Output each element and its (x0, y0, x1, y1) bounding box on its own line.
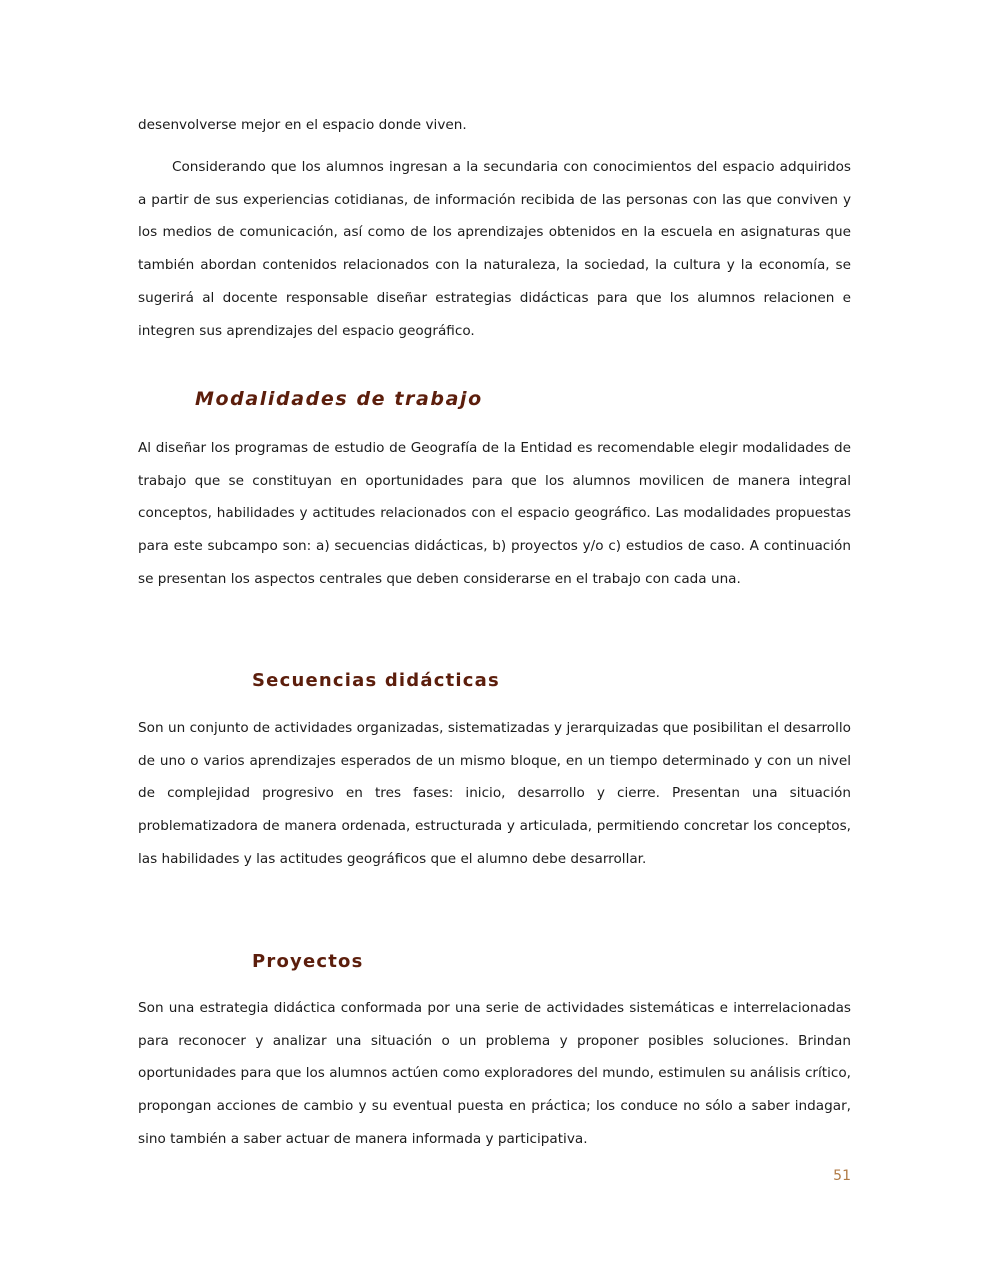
page-number: 51 (833, 1168, 851, 1184)
paragraph-modalidades: Al diseñar los programas de estudio de Geografía de la Entidad es recomendable elegir modalidades de trabajo que se constituyan en oportunidades para que los alumnos movilicen de manera integral conceptos, habilidades y actitudes relacionados con el espacio geográfico. Las modalidades propuestas para este subcampo son: a) secuencias didácticas, b) proyectos y/o c) estudios de caso. A continuación se presentan los aspectos centrales que deben considerarse en el trabajo con cada una. (138, 440, 851, 587)
paragraph-secuencias: Son un conjunto de actividades organizadas, sistematizadas y jerarquizadas que posibilitan el desarrollo de uno o varios aprendizajes esperados de un mismo bloque, en un tiempo determinado y con un nivel de complejidad progresivo en tres fases: inicio, desarrollo y cierre. Presentan una situación problematizadora de manera ordenada, estructurada y articulada, permitiendo concretar los conceptos, las habilidades y las actitudes geográficos que el alumno debe desarrollar. (138, 720, 851, 867)
heading-secuencias-didacticas: Secuencias didácticas (252, 670, 500, 691)
heading-modalidades-de-trabajo: Modalidades de trabajo (195, 388, 483, 410)
paragraph-proyectos: Son una estrategia didáctica conformada por una serie de actividades sistemáticas e interrelacionadas para reconocer y analizar una situación o un problema y proponer posibles soluciones. Brindan oportunidades para que los alumnos actúen como exploradores del mundo, estimulen su análisis crítico, propongan acciones de cambio y su eventual puesta en práctica; los conduce no sólo a saber indagar, sino también a saber actuar de manera informada y participativa. (138, 1000, 851, 1147)
heading-proyectos: Proyectos (252, 951, 364, 972)
paragraph-intro-tail: desenvolverse mejor en el espacio donde viven. (138, 117, 467, 133)
paragraph-considerando: Considerando que los alumnos ingresan a la secundaria con conocimientos del espacio adquiridos a partir de sus experiencias cotidianas, de información recibida de las personas con las que conviven y los medios de comunicación, así como de los aprendizajes obtenidos en la escuela en asignaturas que también abordan contenidos relacionados con la naturaleza, la sociedad, la cultura y la economía, se sugerirá al docente responsable diseñar estrategias didácticas para que los alumnos relacionen e integren sus aprendizajes del espacio geográfico. (138, 159, 851, 339)
